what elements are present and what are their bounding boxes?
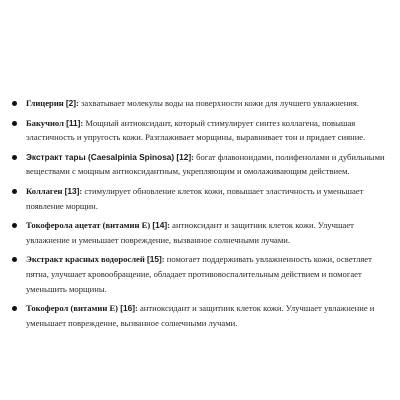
separator: :	[76, 98, 79, 108]
separator: :	[167, 220, 170, 231]
ingredient-description: помогает поддерживать увлажненность кожи, осветляет пятна, улучшает кровообращение, обладает противовоспалительным действием и помогает уменьшить морщины.	[26, 254, 372, 294]
ingredient-name: Токоферола ацетат (витамин E)	[26, 220, 151, 231]
reference-number: [13]	[64, 185, 80, 196]
list-item-tocopherol	[12, 301, 392, 330]
ingredient-name: Бакучиол	[26, 117, 64, 128]
ingredient-name: Коллаген	[26, 185, 63, 196]
ingredient-description: захватывает молекулы воды на поверхности кожи для лучшего увлажнения.	[78, 98, 359, 108]
bullet-icon	[12, 155, 17, 160]
ingredient-description: богат флавоноидами, полифенолами и дубильными веществами с мощным антиоксидантным, укрепляющим и омолаживающим действием.	[26, 151, 385, 177]
ingredient-name: Экстракт тары (Caesalpinia Spinosa)	[26, 151, 175, 162]
reference-number: [2]	[65, 98, 77, 108]
ingredient-name: Токоферол (витамин E)	[26, 303, 119, 314]
ingredient-name: Глицерин	[26, 98, 64, 108]
bullet-icon	[12, 189, 17, 194]
bullet-icon	[12, 121, 17, 126]
bullet-icon	[12, 306, 17, 311]
list-item-bakuchiol	[12, 116, 392, 145]
list-item-glycerin	[12, 96, 392, 111]
separator: :	[80, 117, 84, 128]
bullet-icon	[12, 101, 17, 106]
reference-number: [16]	[120, 303, 135, 314]
ingredient-name: Экстракт красных водорослей	[26, 254, 145, 265]
reference-number: [14]	[152, 220, 168, 231]
separator: :	[191, 151, 194, 162]
separator: :	[161, 254, 165, 265]
ingredient-description: антиоксидант и защитник клеток кожи. Улучшает увлажнение и уменьшает повреждение, вызванное солнечными лучами.	[26, 220, 354, 245]
bullet-icon	[12, 257, 17, 262]
reference-number: [11]	[66, 117, 81, 128]
list-item-red-algae-extract	[12, 252, 392, 296]
list-item-tara-extract	[12, 150, 392, 179]
ingredient-description: антиоксидант и защитник клеток кожи. Улучшает увлажнение и уменьшает повреждение, вызванное солнечными лучами.	[26, 303, 375, 328]
reference-number: [12]	[176, 151, 192, 162]
bullet-icon	[12, 223, 17, 228]
reference-number: [15]	[146, 254, 162, 265]
ingredient-description: стимулирует обновление клеток кожи, повышает эластичность и уменьшает появление морщин.	[26, 185, 364, 211]
list-item-collagen	[12, 184, 392, 213]
list-item-tocopheryl-acetate	[12, 218, 392, 247]
separator: :	[134, 303, 138, 314]
ingredient-description: Мощный антиоксидант, который стимулирует синтез коллагена, повышая эластичность и упругость кожи. Разглаживает морщины, выравнивает тон и придает сияние.	[26, 117, 366, 143]
ingredient-list	[12, 96, 392, 330]
separator: :	[79, 185, 83, 196]
